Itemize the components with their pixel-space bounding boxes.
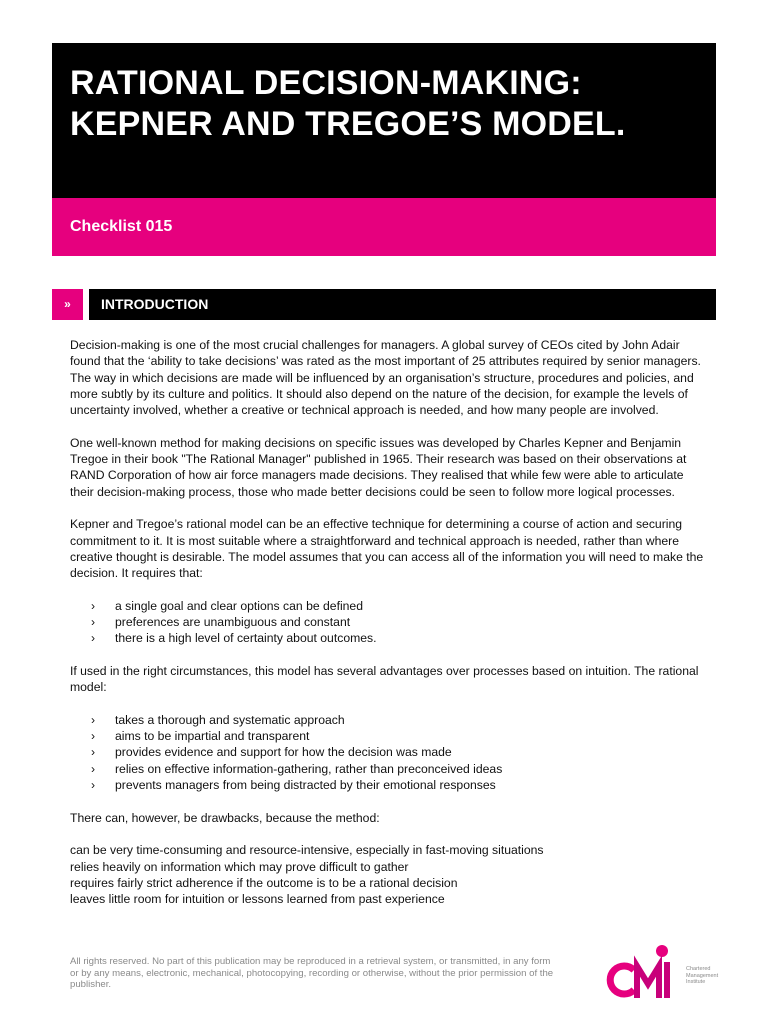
bullet-icon: › xyxy=(91,615,96,630)
list-item: › a single goal and clear options can be defined xyxy=(91,598,363,613)
page-title: RATIONAL DECISION-MAKING: KEPNER AND TREGOE’S MODEL. xyxy=(70,64,626,143)
chevron-right-icon: » xyxy=(52,289,83,320)
paragraph-drawbacks: There can, however, be drawbacks, because the method: xyxy=(70,810,380,825)
bullet-icon: › xyxy=(91,712,96,727)
requirements-list xyxy=(70,598,710,647)
paragraph-intro: Decision-making is one of the most crucial challenges for managers. A global survey of CEOs cited by John Adair found that the ‘ability to take decisions’ was rated as the most important of 25 attributes required by senior managers. The way in which decisions are made will be influenced by an organisation’s structure, procedures and policies, and more subtly by its culture and politics. It should also depend on the nature of the decision, for example the levels of uncertainty involved, whether a creative or technical approach is needed, and how many people are involved. xyxy=(70,338,701,418)
list-item: can be very time-consuming and resource-intensive, especially in fast-moving situations xyxy=(70,843,544,858)
list-item: leaves little room for intuition or lessons learned from past experience xyxy=(70,892,445,907)
title-banner xyxy=(52,43,716,198)
list-item: relies heavily on information which may prove difficult to gather xyxy=(70,859,409,874)
paragraph-history: One well-known method for making decisions on specific issues was developed by Charles Kepner and Benjamin Tregoe in their book "The Rational Manager" published in 1965. Their research was based on their observations at RAND Corporation of how air force managers made decisions. They realised that while few were able to articulate their decision-making process, those who made better decisions could be seen to follow more logical processes. xyxy=(70,435,687,499)
list-item: › aims to be impartial and transparent xyxy=(91,729,310,744)
checklist-number: Checklist 015 xyxy=(70,218,173,235)
bullet-icon: › xyxy=(91,761,96,776)
list-item: › takes a thorough and systematic approach xyxy=(91,712,345,727)
paragraph-advantages: If used in the right circumstances, this model has several advantages over processes based on intuition. The rational model: xyxy=(70,663,699,695)
checklist-banner xyxy=(52,198,716,256)
list-item: requires fairly strict adherence if the outcome is to be a rational decision xyxy=(70,875,458,890)
body-content xyxy=(70,337,710,907)
list-item: › there is a high level of certainty about outcomes. xyxy=(91,631,377,646)
drawbacks-list xyxy=(70,842,710,907)
section-header xyxy=(52,289,716,320)
bullet-icon: › xyxy=(91,778,96,793)
list-item: › prevents managers from being distracted by their emotional responses xyxy=(91,778,496,793)
logo-subtitle: Chartered Management Institute xyxy=(686,966,719,985)
bullet-icon: › xyxy=(91,745,96,760)
bullet-icon: › xyxy=(91,631,96,646)
copyright-notice: All rights reserved. No part of this publication may be reproduced in a retrieval system, or transmitted, in any form or by any means, electronic, mechanical, photocopying, recording or otherwise, without the prior permission of the publisher. xyxy=(70,956,554,990)
cmi-logo xyxy=(606,944,719,1000)
paragraph-model: Kepner and Tregoe’s rational model can be an effective technique for determining a course of action and securing commitment to it. It is most suitable where a straightforward and technical approach is needed, rather than where creative thought is desirable. The model assumes that you can access all of the information you will need to make the decision. It requires that: xyxy=(70,517,704,581)
advantages-list xyxy=(70,712,710,793)
list-item: › provides evidence and support for how the decision was made xyxy=(91,745,452,760)
list-item: › relies on effective information-gathering, rather than preconceived ideas xyxy=(91,761,503,776)
bullet-icon: › xyxy=(91,598,96,613)
bullet-icon: › xyxy=(91,729,96,744)
list-item: › preferences are unambiguous and constant xyxy=(91,615,351,630)
section-title: INTRODUCTION xyxy=(101,296,209,312)
section-title-bar xyxy=(89,289,716,320)
